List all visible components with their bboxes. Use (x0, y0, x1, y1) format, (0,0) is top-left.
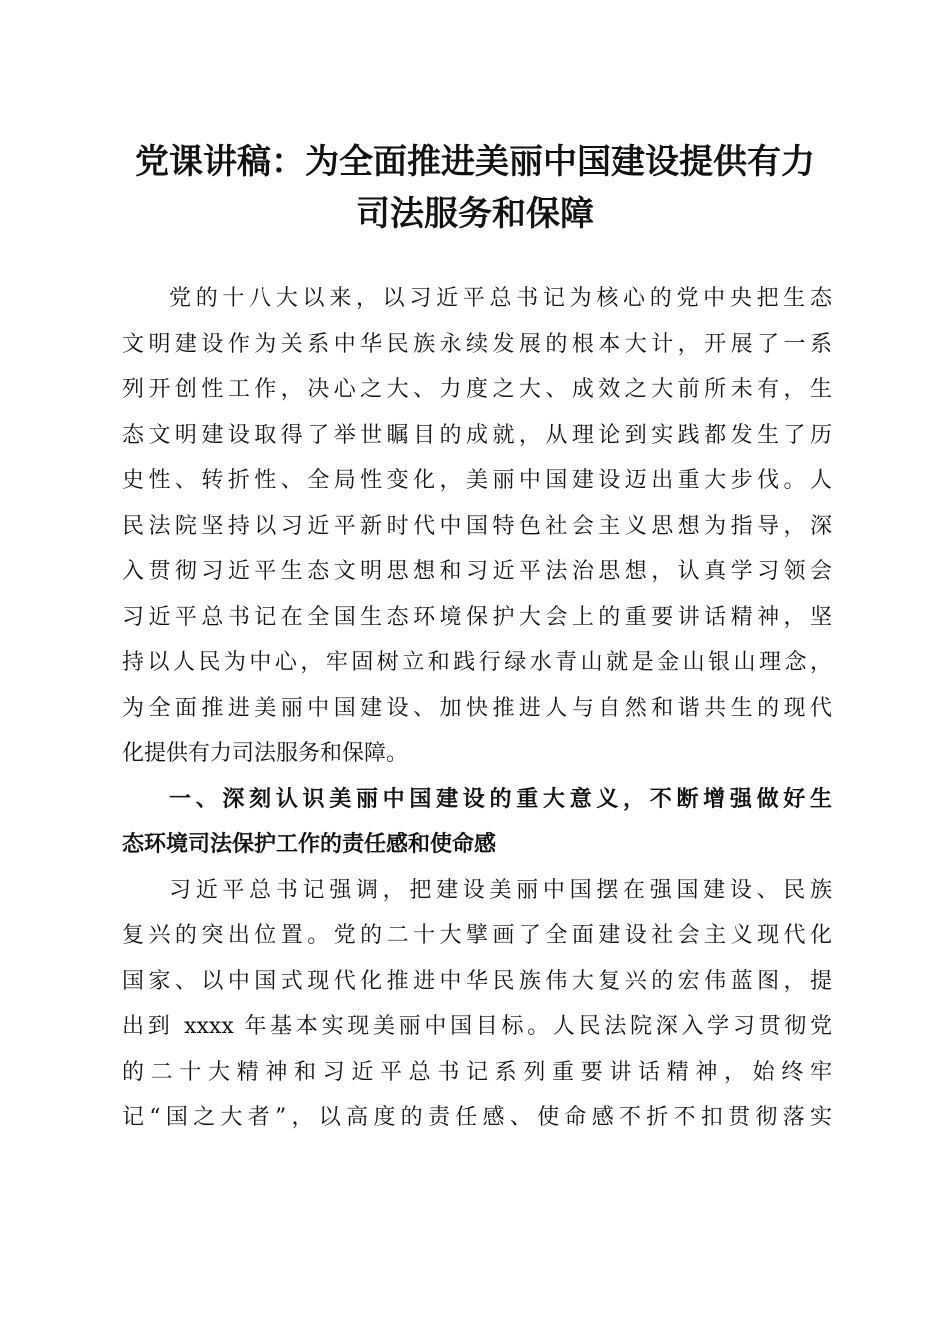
paragraph-1-line: 化提供有力司法服务和保障。 (122, 741, 409, 766)
paragraph-1-line: 为全面推进美丽中国建设、加快推进人与自然和谐共生的现代 (122, 695, 832, 721)
section-heading-line: 一、深刻认识美丽中国建设的重大意义，不断增强做好生 (169, 786, 832, 812)
paragraph-1-line: 文明建设作为关系中华民族永续发展的根本大计，开展了一系 (122, 331, 832, 357)
section-heading-1 (122, 777, 832, 868)
document-body (122, 276, 832, 1141)
paragraph-2-line: 记“国之大者”，以高度的责任感、使命感不折不扣贯彻落实 (122, 1105, 832, 1130)
paragraph-2-line: 习近平总书记强调，把建设美丽中国摆在强国建设、民族 (169, 877, 832, 903)
paragraph-1-line: 民法院坚持以习近平新时代中国特色社会主义思想为指导，深 (122, 513, 832, 539)
paragraph-2 (122, 868, 832, 1141)
title-line-1: 党课讲稿：为全面推进美丽中国建设提供有力 (135, 142, 815, 182)
paragraph-1-line: 列开创性工作，决心之大、力度之大、成效之大前所未有，生 (122, 377, 832, 402)
paragraph-1-line: 态文明建设取得了举世瞩目的成就，从理论到实践都发生了历 (122, 422, 832, 448)
document-title (100, 136, 850, 240)
paragraph-1-line: 史性、转折性、全局性变化，美丽中国建设迈出重大步伐。人 (122, 468, 832, 493)
paragraph-2-line: 出到 xxxx 年基本实现美丽中国目标。人民法院深入学习贯彻党 (122, 1014, 832, 1039)
paragraph-1-line: 党的十八大以来，以习近平总书记为核心的党中央把生态 (169, 286, 832, 311)
paragraph-1-line: 习近平总书记在全国生态环境保护大会上的重要讲话精神，坚 (122, 604, 832, 630)
section-heading-line: 态环境司法保护工作的责任感和使命感 (122, 832, 497, 857)
paragraph-1-line: 入贯彻习近平生态文明思想和习近平法治思想，认真学习领会 (122, 559, 832, 584)
paragraph-2-line: 的二十大精神和习近平总书记系列重要讲话精神，始终牢 (122, 1059, 832, 1085)
title-line-2: 司法服务和保障 (356, 194, 594, 234)
paragraph-2-line: 国家、以中国式现代化推进中华民族伟大复兴的宏伟蓝图，提 (122, 968, 832, 994)
paragraph-2-line: 复兴的突出位置。党的二十大擘画了全面建设社会主义现代化 (122, 923, 832, 948)
paragraph-1-line: 持以人民为中心，牢固树立和践行绿水青山就是金山银山理念， (122, 650, 832, 675)
paragraph-1 (122, 276, 832, 777)
